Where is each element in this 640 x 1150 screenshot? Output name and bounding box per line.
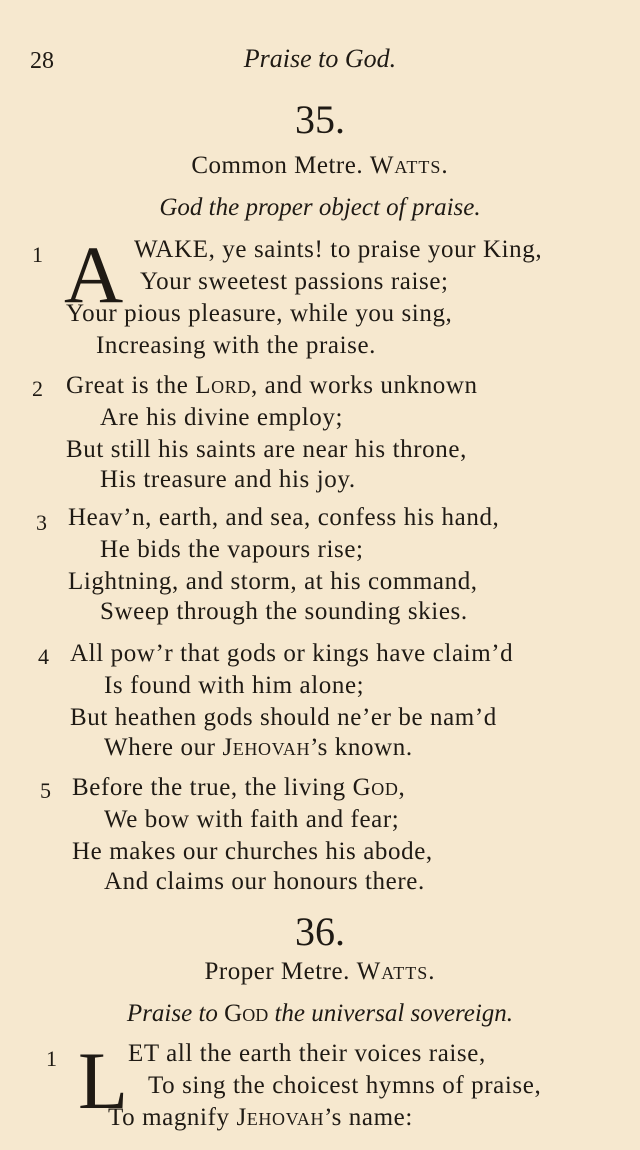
verse-number: 3: [36, 510, 47, 535]
verse-line: And claims our honours there.: [104, 868, 425, 895]
verse-line: Your pious pleasure, while you sing,: [66, 300, 453, 327]
verse-line: Are his divine employ;: [100, 404, 344, 431]
verse-line: Increasing with the praise.: [96, 332, 376, 359]
small-caps-word: Lord: [195, 372, 251, 399]
hymn-author: Watts.: [369, 152, 449, 179]
small-caps-word: God: [352, 774, 399, 801]
drop-cap: L: [78, 1035, 129, 1126]
verse-line: But heathen gods should ne’er be nam’d: [70, 704, 497, 731]
verse-line: Where our Jehovah’s known.: [104, 734, 413, 761]
hymn-author: Watts.: [356, 958, 436, 985]
verse-line: Lightning, and storm, at his command,: [68, 568, 478, 595]
verse-line: He bids the vapours rise;: [100, 536, 364, 563]
verse-line: Before the true, the living God,: [72, 774, 406, 801]
metre-label: Common Metre.: [191, 152, 364, 179]
small-caps-word: Jehovah: [236, 1104, 325, 1131]
hymn-number: 35.: [295, 97, 345, 142]
hymn-metre: [0, 152, 640, 180]
verse-line: To magnify Jehovah’s name:: [108, 1104, 413, 1131]
verse-line: ET all the earth their voices raise,: [128, 1040, 486, 1067]
verse-line: Heav’n, earth, and sea, confess his hand,: [68, 504, 500, 531]
verse-number: 5: [40, 778, 51, 803]
verse-line: We bow with faith and fear;: [104, 806, 400, 833]
drop-cap: A: [64, 229, 124, 320]
hymn-subtitle: Praise to God the universal sovereign.: [126, 1000, 514, 1027]
hymn-number: 36.: [295, 909, 345, 954]
small-caps-word: God: [224, 1000, 269, 1027]
verse-line: To sing the choicest hymns of praise,: [148, 1072, 542, 1099]
running-title: Praise to God.: [243, 44, 397, 73]
page-number: 28: [30, 48, 54, 74]
hymn-subtitle: God the proper object of praise.: [159, 194, 481, 221]
verse-line: All pow’r that gods or kings have claim’d: [70, 640, 514, 667]
verse-line: Is found with him alone;: [104, 672, 365, 699]
verse-number: 2: [32, 376, 43, 401]
verse-line: Your sweetest passions raise;: [140, 268, 449, 295]
verse-line: His treasure and his joy.: [100, 466, 356, 493]
verse-line: But still his saints are near his throne,: [66, 436, 467, 463]
verse-number: 4: [38, 644, 49, 669]
verse-line: Great is the Lord, and works unknown: [66, 372, 478, 399]
verse-line: WAKE, ye saints! to praise your King,: [134, 236, 543, 263]
page-header: [0, 44, 640, 80]
verse-number: 1: [32, 242, 43, 267]
small-caps-word: Jehovah: [222, 734, 311, 761]
verse-number: 1: [46, 1046, 57, 1071]
hymn-metre: [0, 958, 640, 986]
verse-line: He makes our churches his abode,: [72, 838, 433, 865]
metre-label: Proper Metre.: [204, 958, 350, 985]
verse-line: Sweep through the sounding skies.: [100, 598, 468, 625]
